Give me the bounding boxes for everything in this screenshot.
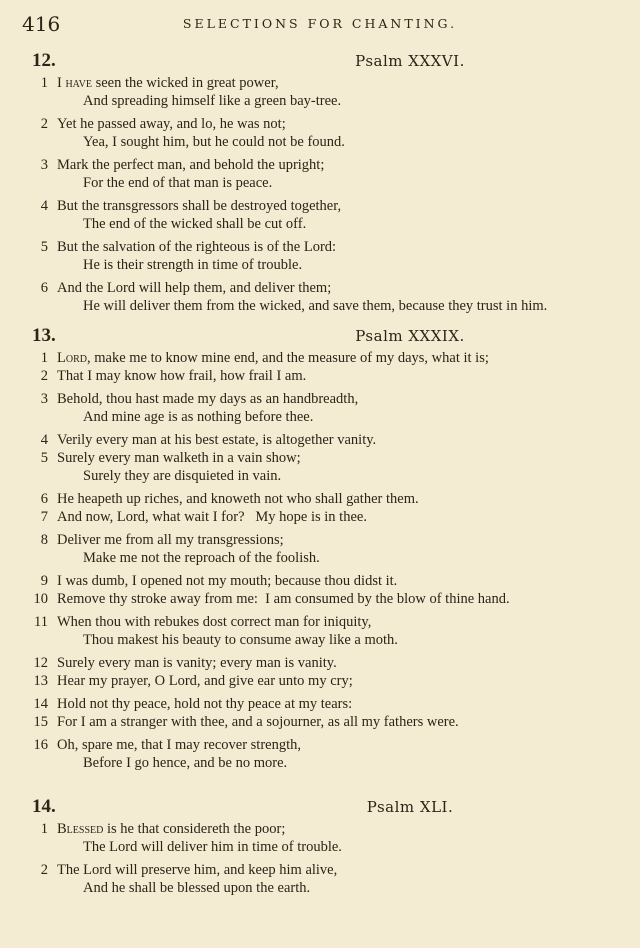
running-title: SELECTIONS FOR CHANTING.: [182, 16, 458, 31]
verse-text-rest: Behold, thou hast made my days as an handbreadth,: [57, 391, 359, 407]
verse-line: [0, 754, 640, 772]
verse-text: The end of the wicked shall be cut off.: [83, 216, 307, 232]
verse-text-rest: For I am a stranger with thee, and a sojourner, as all my fathers were.: [57, 714, 459, 730]
psalm-section: [0, 325, 640, 772]
verse-line: [0, 531, 640, 549]
verse-text-rest: make me to know mine end, and the measure of my days, what it is;: [90, 350, 489, 366]
verse-line: [0, 156, 640, 174]
verse-text: [57, 820, 285, 838]
verse-text: [57, 349, 489, 367]
verse-number: 4: [40, 432, 48, 448]
verse: [0, 449, 640, 485]
verse-line: [0, 672, 640, 690]
verse-text-rest: And the Lord will help them, and deliver them;: [57, 280, 332, 296]
verse-text: [57, 695, 352, 713]
verse-number: 15: [33, 714, 48, 730]
verse: [0, 590, 640, 608]
verse-line: [0, 449, 640, 467]
verse: [0, 713, 640, 731]
verse-number: 3: [40, 157, 48, 173]
verse-text: [57, 367, 306, 385]
verse: [0, 672, 640, 690]
verse-line: [0, 390, 640, 408]
verse-text: Yea, I sought him, but he could not be found.: [83, 134, 345, 150]
verse-text: The Lord will deliver him in time of trouble.: [83, 839, 342, 855]
verse-text: He is their strength in time of trouble.: [83, 257, 303, 273]
verse-number: 9: [40, 573, 48, 589]
verse-text-rest: Deliver me from all my transgressions;: [57, 532, 284, 548]
verse-text: [57, 197, 341, 215]
verse: [0, 736, 640, 772]
verse-text: [57, 736, 301, 754]
section-heading: [0, 325, 640, 349]
verse-line: [0, 256, 640, 274]
verse-text: [57, 713, 459, 731]
verse-line: [0, 92, 640, 110]
verse: [0, 279, 640, 315]
verse-text: [57, 431, 376, 449]
verse-text-rest: But the salvation of the righteous is of the Lord:: [57, 239, 337, 255]
verse-number: 1: [40, 821, 48, 837]
verse-text-rest: Yet he passed away, and lo, he was not;: [57, 116, 286, 132]
verse-text: [57, 279, 331, 297]
page-number: 416: [22, 12, 61, 36]
verse-line: [0, 572, 640, 590]
verse-line: [0, 174, 640, 192]
verse-line: [0, 736, 640, 754]
verse-text: [57, 449, 301, 467]
verse-line: [0, 408, 640, 426]
verse-text-rest: He heapeth up riches, and knoweth not who shall gather them.: [57, 491, 419, 507]
verse-number: 5: [40, 239, 48, 255]
running-head: [22, 12, 618, 34]
psalm-title: Psalm XXXIX.: [355, 327, 465, 345]
verse: [0, 349, 640, 367]
verse-text-rest: That I may know how frail, how frail I am.: [57, 368, 307, 384]
verse-line: [0, 349, 640, 367]
verse: [0, 490, 640, 508]
verse: [0, 820, 640, 856]
verse: [0, 367, 640, 385]
verse-number: 16: [33, 737, 48, 753]
verse-line: [0, 879, 640, 897]
verse-text: [57, 654, 337, 672]
verse: [0, 508, 640, 526]
verse: [0, 654, 640, 672]
verse-number: 3: [40, 391, 48, 407]
verse: [0, 156, 640, 192]
verse: [0, 74, 640, 110]
verse-number: 2: [40, 368, 48, 384]
verse-text: And spreading himself like a green bay-tree.: [83, 93, 342, 109]
verse-text: And mine age is as nothing before thee.: [83, 409, 314, 425]
psalm-title: Psalm XXXVI.: [355, 52, 465, 70]
section-number: 13.: [32, 325, 56, 346]
verse-text: [57, 238, 336, 256]
verse-text: [57, 572, 397, 590]
verse-text: Surely they are disquieted in vain.: [83, 468, 282, 484]
section-number: 14.: [32, 796, 56, 817]
verse-text: [57, 672, 353, 690]
verse-number: 5: [40, 450, 48, 466]
verse-line: [0, 590, 640, 608]
verse: [0, 238, 640, 274]
verse-line: [0, 367, 640, 385]
verse-line: [0, 508, 640, 526]
psalm-section: [0, 796, 640, 897]
verse-text-rest: When thou with rebukes dost correct man for iniquity,: [57, 614, 372, 630]
verse-text-rest: Surely every man is vanity; every man is vanity.: [57, 655, 337, 671]
verse: [0, 861, 640, 897]
verse-number: 12: [33, 655, 48, 671]
verse-text-rest: seen the wicked in great power,: [91, 75, 279, 91]
verse-line: [0, 238, 640, 256]
verse-opening-word: Lord,: [57, 350, 91, 366]
verse-text: [57, 74, 279, 92]
verse-text-rest: is he that considereth the poor;: [103, 821, 286, 837]
verse-number: 8: [40, 532, 48, 548]
verse-line: [0, 297, 640, 315]
psalm-section: [0, 50, 640, 315]
verse-line: [0, 549, 640, 567]
verse-line: [0, 631, 640, 649]
verse-number: 11: [34, 614, 48, 630]
verse-text: For the end of that man is peace.: [83, 175, 273, 191]
verse-line: [0, 215, 640, 233]
verse-opening-word: I have: [57, 75, 92, 91]
verse: [0, 115, 640, 151]
verse-line: [0, 820, 640, 838]
verse: [0, 390, 640, 426]
verse-line: [0, 613, 640, 631]
verse-number: 1: [40, 75, 48, 91]
verse: [0, 572, 640, 590]
verse-text: [57, 613, 371, 631]
verse-text-rest: Verily every man at his best estate, is altogether vanity.: [57, 432, 377, 448]
verse: [0, 531, 640, 567]
psalm-title: Psalm XLI.: [366, 798, 454, 816]
verse-line: [0, 838, 640, 856]
verse-number: 2: [40, 116, 48, 132]
verse-text-rest: Oh, spare me, that I may recover strength,: [57, 737, 301, 753]
verse: [0, 197, 640, 233]
verse-text-rest: Remove thy stroke away from me: I am consumed by the blow of thine hand.: [57, 591, 510, 607]
verse-text-rest: Surely every man walketh in a vain show;: [57, 450, 301, 466]
verse-number: 7: [40, 509, 48, 525]
verse-line: [0, 115, 640, 133]
verse: [0, 695, 640, 713]
verse-number: 1: [40, 350, 48, 366]
verse-text: [57, 115, 286, 133]
verse: [0, 613, 640, 649]
verse: [0, 431, 640, 449]
verse-text: [57, 508, 367, 526]
verse-line: [0, 74, 640, 92]
verse-text: [57, 861, 337, 879]
verse-text: Make me not the reproach of the foolish.: [83, 550, 320, 566]
verse-text: [57, 531, 284, 549]
verse-line: [0, 490, 640, 508]
verse-text-rest: The Lord will preserve him, and keep him alive,: [57, 862, 338, 878]
verse-number: 6: [40, 280, 48, 296]
verse-text-rest: I was dumb, I opened not my mouth; because thou didst it.: [57, 573, 398, 589]
verse-line: [0, 467, 640, 485]
verse-line: [0, 197, 640, 215]
verse-text-rest: And now, Lord, what wait I for? My hope is in thee.: [57, 509, 367, 525]
verse-opening-word: Blessed: [57, 821, 104, 837]
verse-text-rest: Mark the perfect man, and behold the upright;: [57, 157, 325, 173]
verse-text: [57, 590, 510, 608]
verse-text: [57, 390, 358, 408]
verse-line: [0, 279, 640, 297]
verse-number: 2: [40, 862, 48, 878]
verse-number: 14: [33, 696, 48, 712]
verse-text: Before I go hence, and be no more.: [83, 755, 288, 771]
verse-number: 13: [33, 673, 48, 689]
verse-line: [0, 861, 640, 879]
verse-text: Thou makest his beauty to consume away like a moth.: [83, 632, 398, 648]
verse-number: 6: [40, 491, 48, 507]
verse-text-rest: Hear my prayer, O Lord, and give ear unto my cry;: [57, 673, 353, 689]
section-heading: [0, 796, 640, 820]
verse-line: [0, 654, 640, 672]
verse-number: 10: [33, 591, 48, 607]
verse-text: [57, 156, 324, 174]
verse-text: [57, 490, 419, 508]
verse-line: [0, 133, 640, 151]
verse-number: 4: [40, 198, 48, 214]
section-heading: [0, 50, 640, 74]
verse-line: [0, 695, 640, 713]
verse-text-rest: Hold not thy peace, hold not thy peace at my tears:: [57, 696, 353, 712]
verse-line: [0, 431, 640, 449]
verse-text-rest: But the transgressors shall be destroyed together,: [57, 198, 342, 214]
verse-text: He will deliver them from the wicked, and save them, because they trust in him.: [83, 298, 548, 314]
verse-line: [0, 713, 640, 731]
section-number: 12.: [32, 50, 56, 71]
verse-text: And he shall be blessed upon the earth.: [83, 880, 311, 896]
